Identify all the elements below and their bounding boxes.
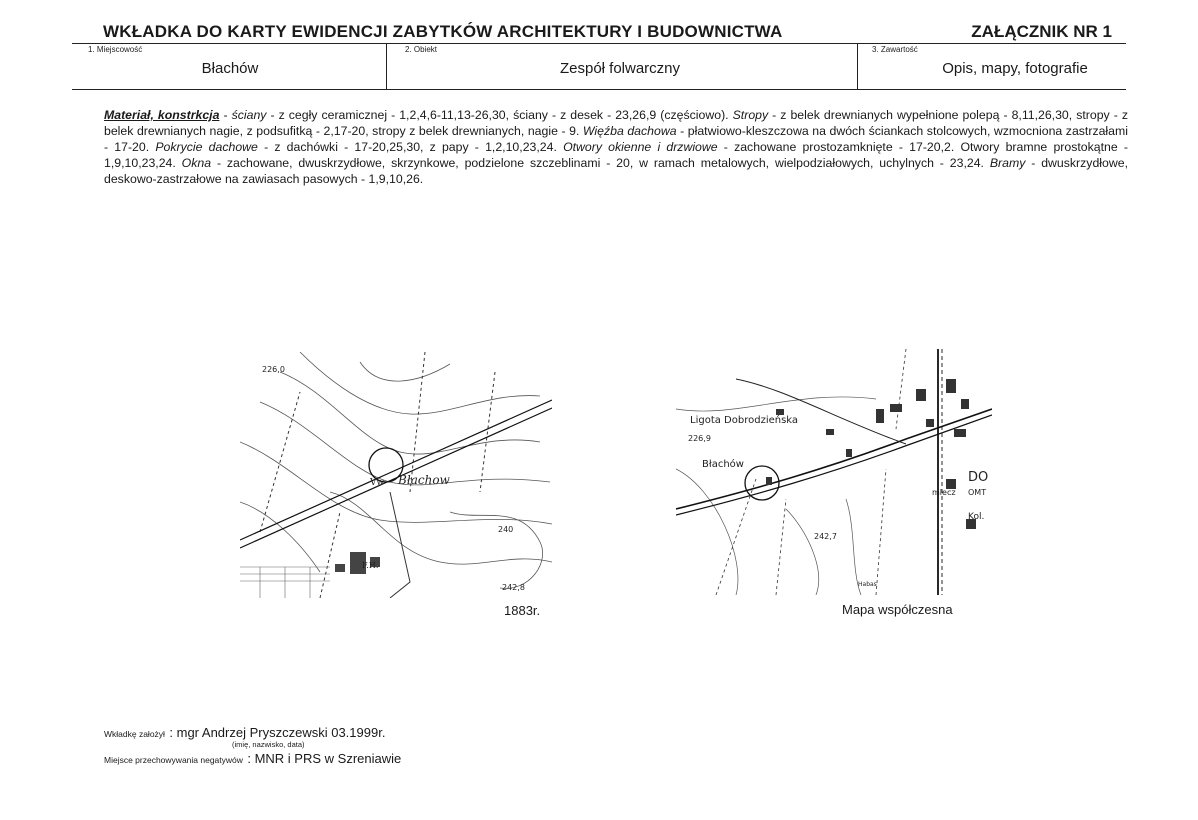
modern-map: [676, 349, 992, 595]
text-openings: - zachowane prostozamknięte - 17-20,2. Otwory bramne prostokątne - 1,9,10,23,24.: [104, 140, 1128, 170]
historic-map-place-label: Błachow: [398, 473, 450, 487]
document-title: WKŁADKA DO KARTY EWIDENCJI ZABYTKÓW ARCHITEKTURY I BUDOWNICTWA: [103, 22, 783, 41]
term-ceilings: Stropy: [732, 108, 769, 122]
modern-map-place-label: Błachów: [702, 459, 744, 470]
modern-map-caption: Mapa współczesna: [842, 602, 953, 617]
historic-map-caption: 1883r.: [504, 603, 541, 618]
construction-description: Materiał, konstrkcja - ściany - z cegły ceramicznej - 1,2,4,6-11,13-26,30, ściany - z desek - 23,26,9 (częściowo). Stropy - z belek drewnianych wypełnione polepą - 8,11,26,30, stropy - z belek drewnianych nagie, z podsufitką - 2,17-20, stropy z belek drewnianych, nagie - 9. Więźba dachowa - płatwiowo-kleszczowa na dwóch ściankach stolcowych, wzmocniona zastrzałami - 17-20. Pokrycie dachowe - z dachówki - 17-20,25,30, z papy - 1,2,10,23,24. Otwory okienne i drzwiowe - zachowane prostozamknięte - 17-20,2. Otwory bramne prostokątne - 1,9,10,23,24. Okna - zachowane, dwuskrzydłowe, skrzynkowe, podzielone szczeblinami - 20, w ramach metalowych, wielpodziałowych, uchylnych - 23,24. Bramy - dwuskrzydłowe, deskowo-zastrzałowe na zawiasach pasowych - 1,9,10,26.: [104, 108, 1128, 186]
header-bottom-rule: [72, 89, 1126, 90]
modern-map-omt-label: OMT: [968, 488, 987, 497]
text-gates: - dwuskrzydłowe, deskowo-zastrzałowe na zawiasach pasowych - 1,9,10,26.: [104, 156, 1128, 186]
field-label-locality: 1. Miejscowość: [88, 45, 143, 54]
modern-map-village-label: Ligota Dobrodzieńska: [690, 415, 799, 426]
historic-map-prefix-label: Vw: [370, 478, 385, 488]
storage-value: MNR i PRS w Szreniawie: [254, 751, 402, 766]
header-top-rule: [72, 43, 1126, 44]
author-note: (imię, nazwisko, data): [232, 740, 305, 749]
field-label-object: 2. Obiekt: [405, 45, 438, 54]
field-label-contents: 3. Zawartość: [872, 45, 918, 54]
historic-map-elev-1: 226,0: [262, 365, 285, 374]
text-windows: - zachowane, dwuskrzydłowe, skrzynkowe, podzielone szczeblinami - 20, w ramach metalowych, wielpodziałowych, uchylnych - 23,24.: [211, 156, 990, 170]
storage-line: Miejsce przechowywania negatywów : MNR i PRS w Szreniawie: [104, 751, 402, 766]
term-openings: Otwory okienne i drzwiowe: [563, 140, 718, 154]
term-gates: Bramy: [989, 156, 1026, 170]
section-heading-material: Materiał, konstrkcja: [104, 108, 220, 122]
author-value: mgr Andrzej Pryszczewski 03.1999r.: [176, 725, 386, 740]
storage-label: Miejsce przechowywania negatywów: [104, 755, 243, 765]
modern-map-small-label: Habas: [858, 581, 877, 588]
field-value-object: Zespół folwarczny: [559, 60, 681, 77]
field-value-contents: Opis, mapy, fotografie: [942, 60, 1088, 77]
text-ceilings: - z belek drewnianych wypełnione polepą - 8,11,26,30, stropy - z belek drewnianych nagie, z podsufitką - 2,17-20, stropy z belek drewnianych, nagie - 9.: [104, 108, 1128, 138]
annex-number: ZAŁĄCZNIK NR 1: [971, 22, 1112, 41]
historic-map-abbr: F.H.: [362, 561, 379, 570]
text-roof-truss: - płatwiowo-kleszczowa na dwóch ściankach stolcowych, wzmocniona zastrzałami - 17-20.: [104, 124, 1128, 154]
term-walls: ściany: [231, 108, 267, 122]
text-roofing: - z dachówki - 17-20,25,30, z papy - 1,2,10,23,24.: [257, 140, 564, 154]
historic-map-elev-3: 242,8: [502, 583, 525, 592]
author-label: Wkładkę założył: [104, 729, 165, 739]
modern-map-town-label: DO: [968, 470, 989, 485]
field-divider-1: [386, 43, 387, 89]
term-roof-truss: Więźba dachowa: [582, 124, 677, 138]
modern-map-elev-2: 242,7: [814, 532, 837, 541]
modern-map-elev-1: 226,9: [688, 434, 711, 443]
text-walls: - z cegły ceramicznej - 1,2,4,6-11,13-26,30, ściany - z desek - 23,26,9 (częściowo).: [266, 108, 733, 122]
field-value-locality: Błachów: [201, 60, 259, 77]
historic-map-elev-2: 240: [498, 525, 514, 534]
author-line: Wkładkę założył : mgr Andrzej Pryszczewski 03.1999r.: [104, 725, 386, 740]
term-roofing: Pokrycie dachowe: [155, 140, 258, 154]
term-windows: Okna: [181, 156, 212, 170]
field-divider-2: [857, 43, 858, 89]
historic-map-1883: [240, 352, 552, 598]
modern-map-mlecz-label: mlecz: [932, 488, 956, 497]
modern-map-kol-label: Kol.: [968, 512, 985, 522]
